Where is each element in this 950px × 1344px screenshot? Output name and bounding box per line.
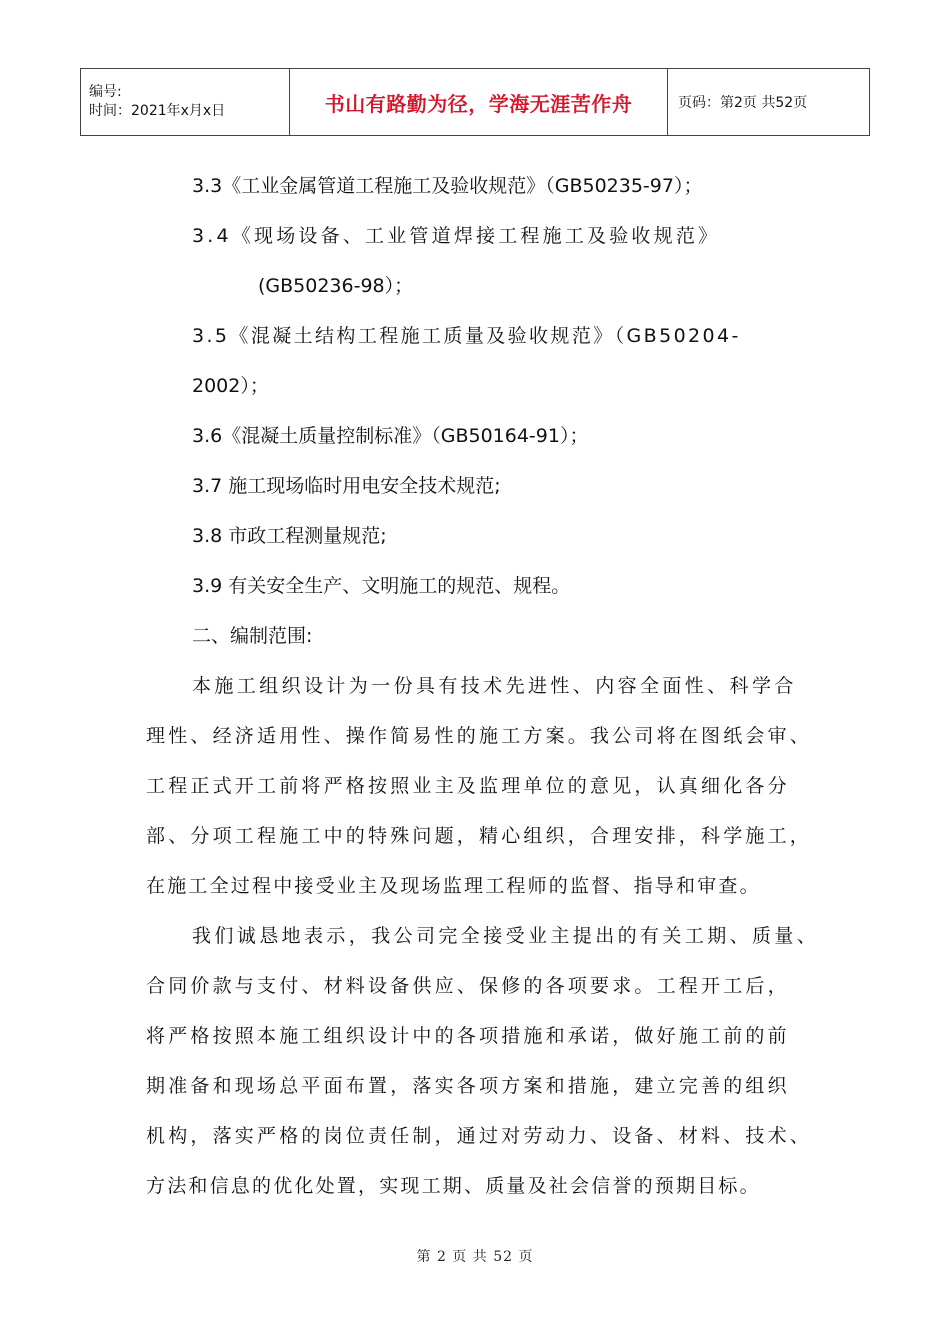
paragraph-1-line-5: 在施工全过程中接受业主及现场监理工程师的监督、指导和审查。 (146, 875, 761, 897)
motto-text: 书山有路勤为径，学海无涯苦作舟 (324, 91, 633, 116)
section-heading-scope: 二、编制范围: (192, 625, 313, 647)
paragraph-2-line-6: 方法和信息的优化处置，实现工期、质量及社会信誉的预期目标。 (146, 1175, 761, 1197)
list-item-3-8: 3.8 市政工程测量规范; (192, 525, 387, 547)
paragraph-1-line-2: 理性、经济适用性、操作简易性的施工方案。我公司将在图纸会审、 (146, 725, 813, 747)
header-page-cell (668, 69, 870, 136)
header-left-cell (81, 69, 290, 136)
list-item-3-3: 3.3《工业金属管道工程施工及验收规范》（GB50235-97）； (192, 175, 703, 197)
header-motto-cell (290, 69, 668, 136)
list-item-3-7: 3.7 施工现场临时用电安全技术规范; (192, 475, 501, 497)
list-item-3-5: 3.5《混凝土结构工程施工质量及验收规范》（GB50204- (192, 325, 741, 347)
paragraph-2-line-2: 合同价款与支付、材料设备供应、保修的各项要求。工程开工后， (146, 975, 790, 997)
list-item-3-4: 3.4《现场设备、工业管道焊接工程施工及验收规范》 (192, 225, 721, 247)
footer-page-number: 第 2 页 共 52 页 (416, 1249, 534, 1265)
document-time-label: 时间：2021年x月x日 (89, 103, 226, 119)
paragraph-2-line-5: 机构，落实严格的岗位责任制，通过对劳动力、设备、材料、技术、 (146, 1125, 813, 1147)
paragraph-2-line-4: 期准备和现场总平面布置，落实各项方案和措施，建立完善的组织 (146, 1075, 790, 1097)
paragraph-2-line-1: 我们诚恳地表示，我公司完全接受业主提出的有关工期、质量、 (192, 925, 820, 947)
paragraph-1-line-1: 本施工组织设计为一份具有技术先进性、内容全面性、科学合 (192, 675, 797, 697)
list-item-3-5-continued: 2002）； (192, 375, 269, 397)
paragraph-1-line-4: 部、分项工程施工中的特殊问题，精心组织，合理安排，科学施工， (146, 825, 813, 847)
paragraph-1-line-3: 工程正式开工前将严格按照业主及监理单位的意见，认真细化各分 (146, 775, 790, 797)
paragraph-2-line-3: 将严格按照本施工组织设计中的各项措施和承诺，做好施工前的前 (146, 1025, 790, 1047)
header-table (80, 68, 870, 136)
list-item-3-4-continued: (GB50236-98）； (258, 275, 414, 297)
document-number-label: 编号: (89, 84, 122, 100)
list-item-3-6: 3.6《混凝土质量控制标准》（GB50164-91）； (192, 425, 589, 447)
page-number-label: 页码：第2页 共52页 (678, 95, 808, 111)
list-item-3-9: 3.9 有关安全生产、文明施工的规范、规程。 (192, 575, 571, 597)
